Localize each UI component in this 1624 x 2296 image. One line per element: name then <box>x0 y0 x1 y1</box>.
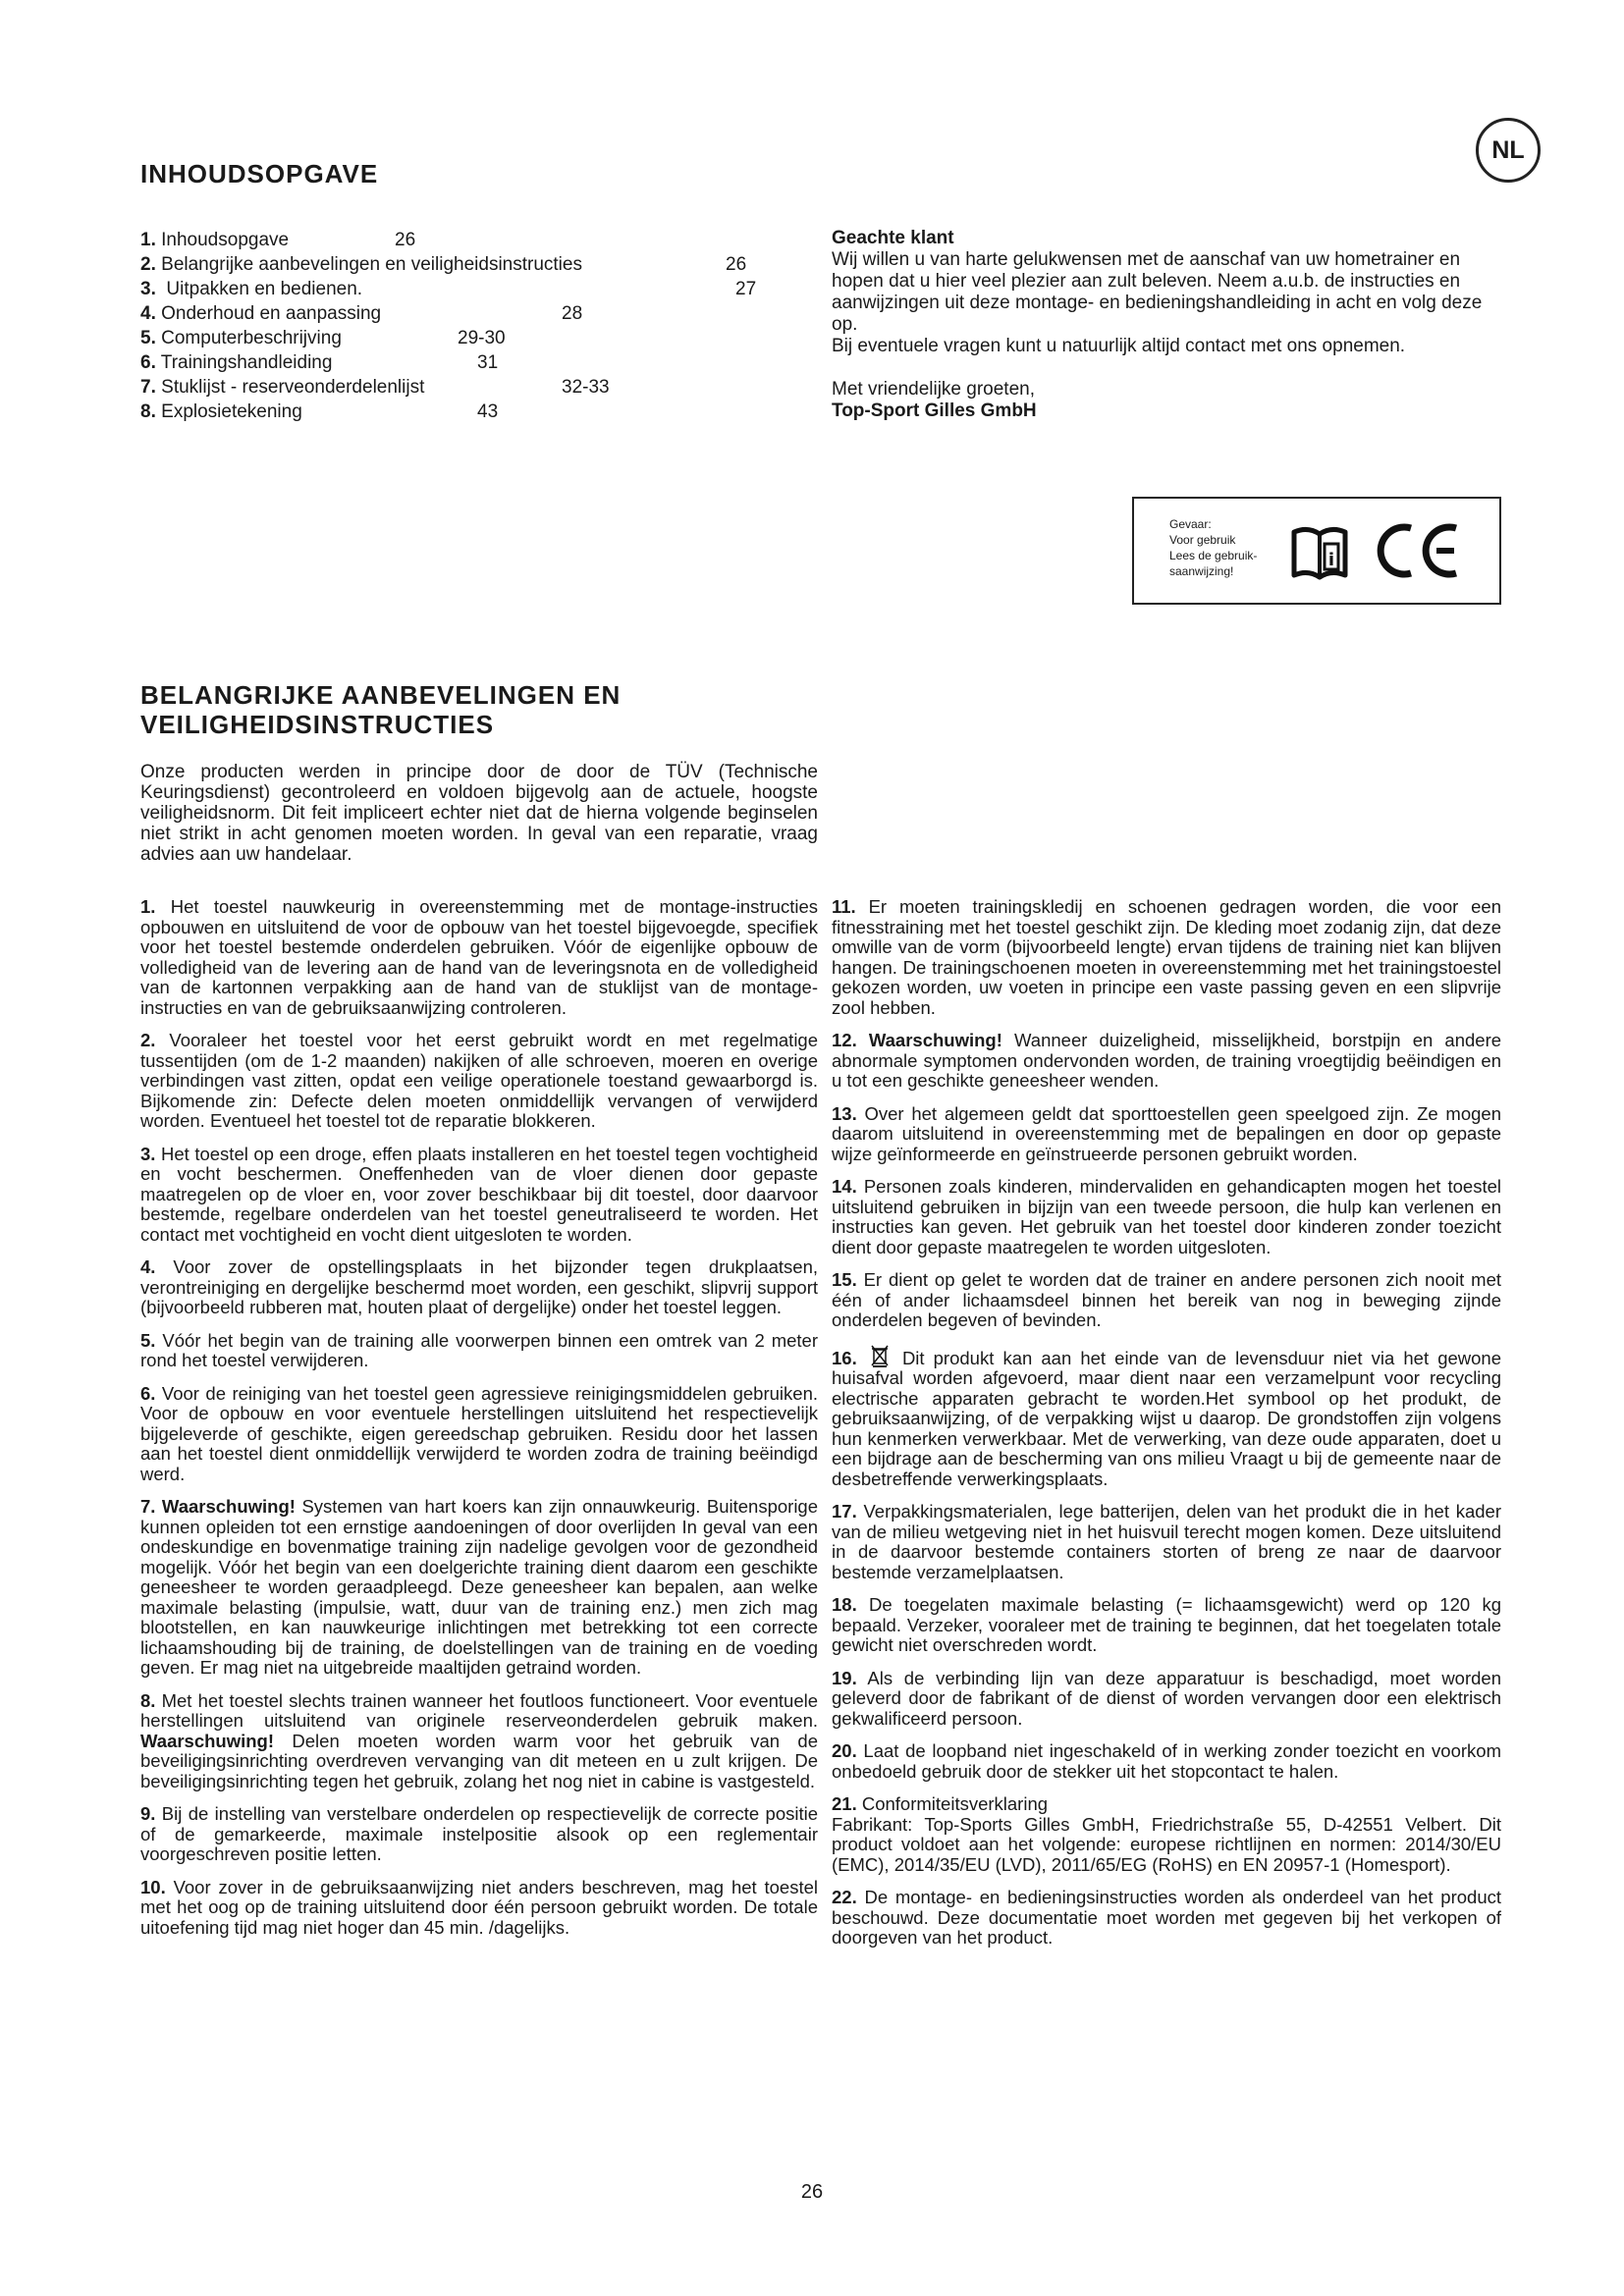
safety-heading: BELANGRIJKE AANBEVELINGEN EN VEILIGHEIDSINSTRUCTIES <box>140 680 622 739</box>
page-number: 26 <box>800 2181 824 2203</box>
safety-item: 11. Er moeten trainingskledij en schoenen gedragen worden, die voor een fitnesstraining met het toestel geschikt zijn. De kleding moet zodanig zijn, dat deze omwille van de vorm (bijvoorbeeld lengte) ervan tijdens de training niet kan blijven hangen. De trainingschoenen moeten in overeenstemming met het trainingstoestel gekozen worden, uw voeten in principe een vaste passing geven en een slipvrije zool hebben. <box>832 896 1502 1018</box>
greeting-body: Wij willen u van harte gelukwensen met de aanschaf van uw hometrainer en hopen dat u hier veel plezier aan zult beleven. Neem a.u.b. de instructies en aanwijzingen uit deze montage- en bedieningshandleiding in acht en volg deze op. <box>832 249 1483 335</box>
safety-item: 17. Verpakkingsmaterialen, lege batterijen, delen van het produkt die in het kader van de milieu wetgeving niet in het huisvuil terecht mogen komen. Deze uitsluitend in de daarvoor bestemde containers storten of breng ze naar de daarvoor bestemde verzamelplaatsen. <box>832 1501 1501 1582</box>
safety-item: 13. Over het algemeen geldt dat sporttoestellen geen speelgoed zijn. Ze mogen daarom uitsluitend in overeenstemming met de bepalingen en door op gepaste wijze geïnformeerde en geïnstrueerde personen gebruikt worden. <box>832 1102 1501 1164</box>
warning-box <box>1132 497 1501 605</box>
safety-column-left <box>140 897 818 1950</box>
safety-item: 10. Voor zover in de gebruiksaanwijzing niet anders beschreven, mag het toestel met het oog op de training uitsluitend door één persoon gebruikt worden. De totale uitoefening tijd mag niet hoger dan 45 min. /dagelijks. <box>140 1876 819 1938</box>
safety-item: 18. De toegelaten maximale belasting (= lichaamsgewicht) werd op 120 kg bepaald. Verzeker, vooraleer met de training te beginnen, dat het toegelaten totale gewicht niet overschreden wordt. <box>832 1594 1501 1655</box>
toc-item[interactable]: 7. Stuklijst - reserveonderdelenlijst 32-33 <box>140 377 610 398</box>
safety-item: 14. Personen zoals kinderen, mindervaliden en gehandicapten mogen het toestel uitsluitend gebruiken in bijzijn van een tweede persoon, die hulp kan verlenen en instructies kan geven. Het gebruik van het toestel door kinderen zonder toezicht dient door gepaste maatregelen te worden uitgesloten. <box>832 1176 1502 1257</box>
toc-heading: INHOUDSOPGAVE <box>140 159 379 188</box>
safety-item: 12. Waarschuwing! Wanneer duizeligheid, misselijkheid, borstpijn en andere abnormale symptomen ondervonden worden, de training vroegtijdig beëindigen en u tot een geschikte geneesheer wenden. <box>832 1030 1502 1091</box>
language-badge: NL <box>1476 118 1541 183</box>
safety-column-right <box>832 897 1501 1961</box>
toc-item[interactable]: 4. Onderhoud en aanpassing 28 <box>140 303 583 324</box>
warning-text: Gevaar: Voor gebruik Lees de gebruik- saanwijzing! <box>1169 517 1258 578</box>
greeting-block <box>832 228 1499 422</box>
toc-item[interactable]: 5. Computerbeschrijving 29-30 <box>140 328 506 348</box>
svg-text:i: i <box>1327 550 1335 570</box>
table-of-contents <box>140 228 779 424</box>
ce-mark-icon <box>1372 520 1462 581</box>
safety-item: 15. Er dient op gelet te worden dat de trainer en andere personen zich nooit met één of ander lichaamsdeel binnen het bereik van nog in beweging zijnde onderdelen begeven of bevinden. <box>832 1269 1502 1330</box>
company-name: Top-Sport Gilles GmbH <box>832 400 1037 421</box>
safety-item: 7. Waarschuwing! Systemen van hart koers kan zijn onnauwkeurig. Buitensporige kunnen opleiden tot een ernstige aandoeningen of door overlijden In geval van een ondeskundige en bovenmatige training zijn nadelige gevolgen voor de gezondheid mogelijk. Vóór het begin van een doelgerichte training dient daarom een geschikte geneesheer te worden geraadpleegd. Deze geneesheer kan bepalen, aan welke maximale belasting (impulsie, watt, duur van de training enz.) men zich mag blootstellen, en kan nauwkeurige inlichtingen met betrekking tot een correcte lichaamshouding bij de training, de doelstellingen van de training en de voeding geven. Er mag niet na uitgebreide maaltijden getraind worden. <box>140 1496 819 1678</box>
safety-item: 1. Het toestel nauwkeurig in overeenstemming met de montage-instructies opbouwen en uitsluitend de voor de opbouw van het toestel bijgevoegde, specifiek voor het toestel bestemde onderdelen gebruiken. Vóór de eigenlijke opbouw de volledigheid van de levering aan de hand van de leveringsnota en de volledigheid van de kartonnen verpakking aan de hand van de stuklijst van de montage-instructies en van de gebruiksaanwijzing controleren. <box>140 896 818 1018</box>
safety-item: 20. Laat de loopband niet ingeschakeld of in werking zonder toezicht en voorkom onbedoeld gebruik door de stekker uit het stopcontact te halen. <box>832 1740 1501 1782</box>
safety-item: 4. Voor zover de opstellingsplaats in het bijzonder tegen drukplaatsen, verontreiniging en dergelijke beschermd moet worden, een geschikt, slipvrij support (bijvoorbeeld rubberen mat, houten plaat of dergelijke) onder het toestel leggen. <box>140 1256 818 1317</box>
greeting-body-contact: Bij eventuele vragen kunt u natuurlijk altijd contact met ons opnemen. <box>832 336 1406 356</box>
safety-item: 22. De montage- en bedieningsinstructies worden als onderdeel van het product beschouwd. Deze documentatie moet worden met gegeven bij het verkopen of doorgeven van het product. <box>832 1887 1502 1948</box>
toc-item[interactable]: 3. Uitpakken en bedienen. 27 <box>140 279 757 299</box>
safety-item: 8. Met het toestel slechts trainen wanneer het foutloos functioneert. Voor eventuele herstellingen uitsluitend van originele reserveonderdelen gebruik maken. Waarschuwing! Delen moeten worden warm voor het gebruik van de beveiligingsinrichting overdreven vervanging van dit meteen en u zult krijgen. De beveiligingsinrichting tegen het gebruik, zolang het nog niet in cabine is vastgesteld. <box>140 1689 819 1791</box>
safety-item: 2. Vooraleer het toestel voor het eerst gebruikt wordt en met regelmatige tussentijden (om de 1-2 maanden) nakijken of alle schroeven, moeren en overige verbindingen vast zitten, opdat een veilige operationele toestand gewaarborgd is. Bijkomende zin: Defecte delen moeten onmiddellijk vervangen of verwijderd worden. Eventueel het toestel tot de reparatie blokkeren. <box>140 1030 819 1131</box>
toc-item[interactable]: 8. Explosietekening 43 <box>140 401 499 422</box>
safety-item: 3. Het toestel op een droge, effen plaats installeren en het toestel tegen vochtigheid en vocht beschermen. Oneffenheden van de vloer dienen door gepaste maatregelen op de vloer en, voor zover beschikbaar bij dit toestel, door daarvoor bestemde, regelbare onderdelen van het toestel geneutraliseerd te worden. Het contact met vochtigheid en vocht dient uitgesloten te worden. <box>140 1143 818 1245</box>
safety-item: 21. Conformiteitsverklaring Fabrikant: Top-Sports Gilles GmbH, Friedrichstraße 55, D-42551 Velbert. Dit product voldoet aan het volgende: europese richtlijnen en normen: 2014/30/EU (EMC), 2014/35/EU (LVD), 2011/65/EG (RoHS) en EN 20957-1 (Homesport). <box>832 1793 1501 1875</box>
greeting-closing: Met vriendelijke groeten, <box>832 379 1035 400</box>
safety-item: 5. Vóór het begin van de training alle voorwerpen binnen een omtrek van 2 meter rond het toestel verwijderen. <box>140 1329 819 1370</box>
toc-item[interactable]: 2. Belangrijke aanbevelingen en veiligheidsinstructies 26 <box>140 254 747 275</box>
safety-item: 19. Als de verbinding lijn van deze apparatuur is beschadigd, moet worden geleverd door de fabrikant of de dienst of worden vervangen door een elektrisch gekwalificeerd persoon. <box>832 1667 1501 1729</box>
safety-intro: Onze producten werden in principe door de door de TÜV (Technische Keuringsdienst) gecontroleerd en voldoen bijgevolg aan de actuele, hoogste veiligheidsnorm. Dit feit impliceert echter niet dat de hierna volgende beginselen niet strikt in acht genomen moeten worden. In geval van een reparatie, vraag advies aan uw handelaar. <box>140 762 818 865</box>
toc-item[interactable]: 1. Inhoudsopgave 26 <box>140 230 416 250</box>
safety-item: 9. Bij de instelling van verstelbare onderdelen op respectievelijk de correcte positie of de gemarkeerde, maximale instelpositie alsook op een reglementair voorgeschreven positie letten. <box>140 1803 819 1864</box>
recycle-bin-icon <box>870 1344 890 1367</box>
manual-info-icon <box>1290 522 1349 581</box>
toc-item[interactable]: 6. Trainingshandleiding 31 <box>140 352 499 373</box>
safety-item: 16. Dit produkt kan aan het einde van de levensduur niet via het gewone huisafval worden afgevoerd, maar dient naar een verzamelpunt voor recycling electrische apparaten gebracht te worden.Het symbool op het produkt, de gebruiksaanwijzing, of de verpakking wijst u daarop. De grondstoffen zijn volgens hun kenmerken verwerkbaar. Met de verwerking, van deze oude apparaten, doet u een bijdrage aan de bescherming van ons milieu Vraagt u bij de gemeente naar de desbetreffende verwerkingsplaats. <box>832 1344 1501 1490</box>
greeting-title: Geachte klant <box>832 228 954 248</box>
safety-item: 6. Voor de reiniging van het toestel geen agressieve reinigingsmiddelen gebruiken. Voor de opbouw en voor eventuele herstellingen uitsluitend het respectievelijk bijgeleverde of geschikte, eigen gereedschap gebruiken. Residu door het lassen aan het toestel dient onmiddellijk verwijderd te worden zodra de training beëindigd werd. <box>140 1382 818 1484</box>
